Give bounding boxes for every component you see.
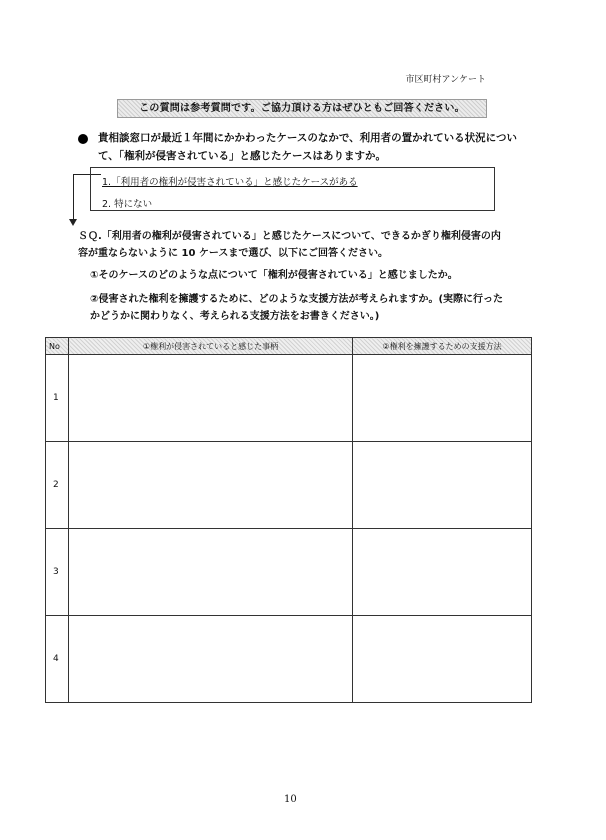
- infringement-cell[interactable]: [69, 529, 353, 616]
- question-text: 貴相談窓口が最近１年間にかかわったケースのなかで、利用者の置かれている状況について、「権利が侵害されている」と感じたケースはありますか。: [98, 132, 517, 162]
- table-row: [46, 616, 532, 703]
- support-method-cell[interactable]: [353, 529, 532, 616]
- infringement-cell[interactable]: [69, 616, 353, 703]
- row-number: 1: [46, 355, 69, 442]
- table-row: [46, 355, 532, 442]
- branch-arrow-line: [73, 174, 74, 222]
- support-method-cell[interactable]: [353, 616, 532, 703]
- sub-question-item-1: ①そのケースのどのような点について「権利が侵害されている」と感じましたか。: [90, 270, 458, 281]
- infringement-cell[interactable]: [69, 355, 353, 442]
- support-method-cell[interactable]: [353, 442, 532, 529]
- header-support-method: ②権利を擁護するための支援方法: [353, 338, 532, 355]
- option-yes[interactable]: 1.「利用者の権利が侵害されている」と感じたケースがある: [102, 177, 358, 188]
- support-method-cell[interactable]: [353, 355, 532, 442]
- row-number: 3: [46, 529, 69, 616]
- arrow-down-icon: [69, 219, 77, 226]
- table-row: [46, 442, 532, 529]
- table-header-row: [46, 338, 532, 355]
- row-number: 4: [46, 616, 69, 703]
- page-number: 10: [284, 794, 297, 805]
- option-no[interactable]: 2. 特にない: [102, 199, 153, 210]
- sub-question-item-2: ②侵害された権利を擁護するために、どのような支援方法が考えられますか。(実際に行ったかどうかに関わりなく、考えられる支援方法をお書きください。): [90, 294, 504, 322]
- header-no: No: [46, 338, 69, 355]
- table-row: [46, 529, 532, 616]
- case-table: [45, 337, 532, 703]
- survey-label: 市区町村アンケート: [405, 75, 486, 85]
- infringement-cell[interactable]: [69, 442, 353, 529]
- bullet-icon: [78, 134, 88, 144]
- sub-question-text: ＳＱ.「利用者の権利が侵害されている」と感じたケースについて、できるかぎり権利侵害の内容が重ならないように 10 ケースまで選び、以下にご回答ください。: [78, 231, 501, 259]
- header-infringement: ①権利が侵害されていると感じた事柄: [69, 338, 353, 355]
- reference-question-banner: この質問は参考質問です。ご協力頂ける方はぜひともご回答ください。: [117, 99, 487, 118]
- row-number: 2: [46, 442, 69, 529]
